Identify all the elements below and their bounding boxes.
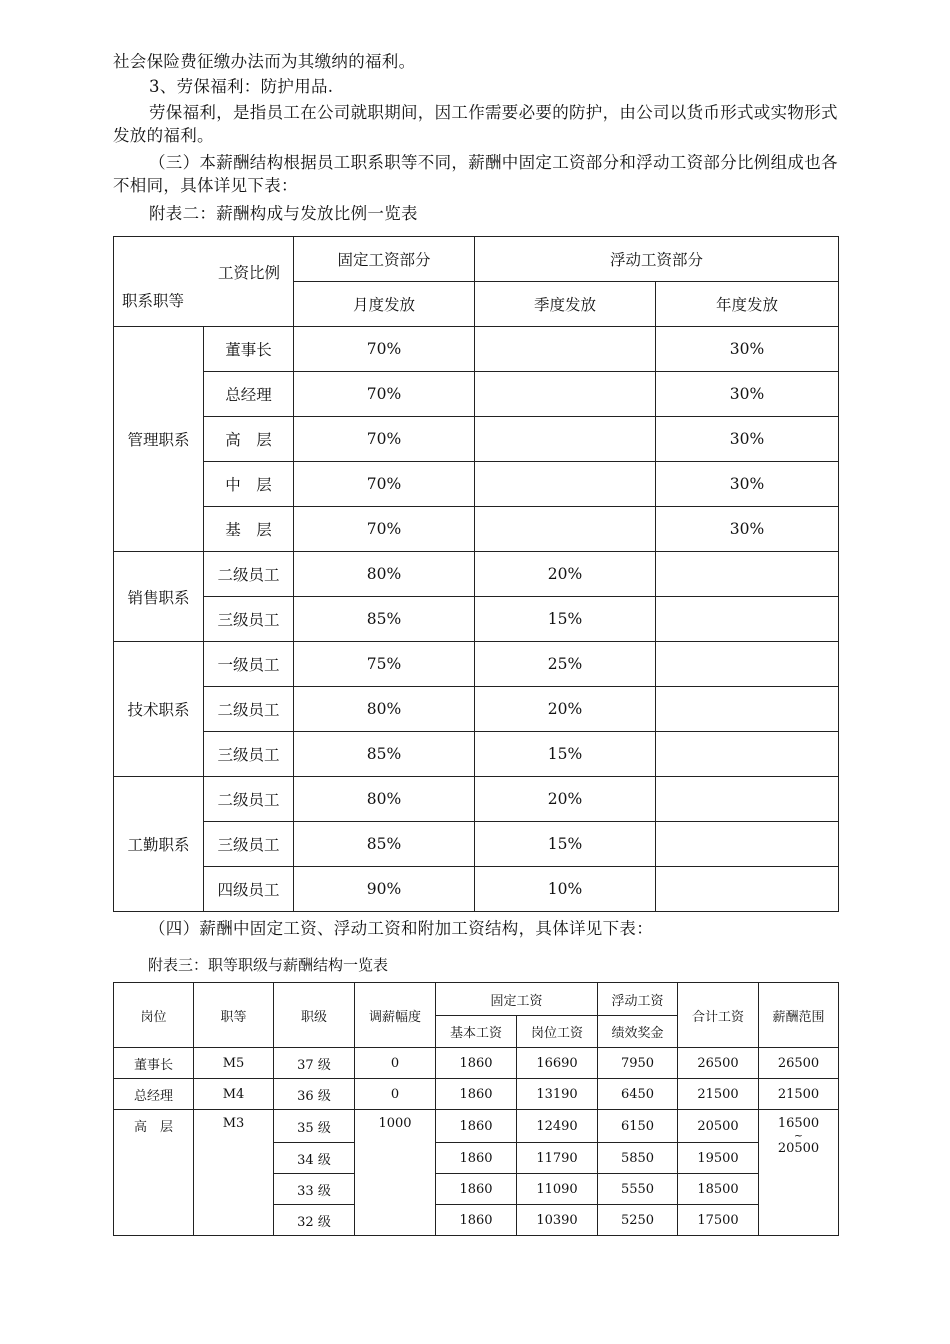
post-cell: 总经理 xyxy=(114,1079,194,1110)
monthly-cell: 70% xyxy=(294,372,475,417)
yearly-cell: 30% xyxy=(656,462,839,507)
group-name: 技术职系 xyxy=(114,642,204,777)
level-cell: 董事长 xyxy=(204,327,294,372)
monthly-cell: 70% xyxy=(294,462,475,507)
quarterly-cell: 15% xyxy=(475,732,656,777)
table-row xyxy=(114,372,839,417)
group-name: 管理职系 xyxy=(114,327,204,552)
header-fixed: 固定工资 xyxy=(436,983,598,1016)
base-cell: 1860 xyxy=(436,1048,517,1079)
range-cell xyxy=(759,1110,839,1236)
quarterly-cell: 20% xyxy=(475,552,656,597)
header-grade: 职等 xyxy=(194,983,274,1048)
base-cell: 1860 xyxy=(436,1079,517,1110)
perf-cell: 6450 xyxy=(598,1079,678,1110)
adjust-cell: 0 xyxy=(355,1079,436,1110)
level-cell: 基 层 xyxy=(204,507,294,552)
yearly-cell xyxy=(656,687,839,732)
table-row xyxy=(114,552,839,597)
yearly-cell: 30% xyxy=(656,417,839,462)
salary-ratio-table xyxy=(113,236,839,912)
total-cell: 18500 xyxy=(678,1174,759,1205)
range-low: 16500 xyxy=(777,1116,820,1131)
perf-cell: 7950 xyxy=(598,1048,678,1079)
monthly-header: 月度发放 xyxy=(294,282,475,327)
monthly-cell: 90% xyxy=(294,867,475,912)
corner-top-label: 工资比例 xyxy=(218,264,281,282)
base-cell: 1860 xyxy=(436,1205,517,1236)
header-adjust: 调薪幅度 xyxy=(355,983,436,1048)
level-cell: 34 级 xyxy=(274,1143,355,1174)
level-cell: 三级员工 xyxy=(204,597,294,642)
header-float: 浮动工资 xyxy=(598,983,678,1016)
yearly-cell: 30% xyxy=(656,327,839,372)
corner-header xyxy=(114,237,294,327)
yearly-cell: 30% xyxy=(656,507,839,552)
table-row xyxy=(114,462,839,507)
base-cell: 1860 xyxy=(436,1143,517,1174)
yearly-header: 年度发放 xyxy=(656,282,839,327)
level-cell: 二级员工 xyxy=(204,777,294,822)
level-cell: 三级员工 xyxy=(204,732,294,777)
fixed-header: 固定工资部分 xyxy=(294,237,475,282)
monthly-cell: 70% xyxy=(294,417,475,462)
total-cell: 17500 xyxy=(678,1205,759,1236)
post-cell: 董事长 xyxy=(114,1048,194,1079)
table-row xyxy=(114,867,839,912)
grade-cell: M5 xyxy=(194,1048,274,1079)
table-row xyxy=(114,327,839,372)
table-row xyxy=(114,1079,839,1110)
paragraph-salary-structure: （三）本薪酬结构根据员工职系职等不同，薪酬中固定工资部分和浮动工资部分比例组成也各不相同，具体详见下表： xyxy=(113,153,838,195)
group-name: 销售职系 xyxy=(114,552,204,642)
level-cell: 37 级 xyxy=(274,1048,355,1079)
position-cell: 10390 xyxy=(517,1205,598,1236)
table-row xyxy=(114,732,839,777)
grade-salary-table xyxy=(113,982,839,1236)
monthly-cell: 80% xyxy=(294,777,475,822)
position-cell: 11090 xyxy=(517,1174,598,1205)
range-sep: ~ xyxy=(793,1129,804,1142)
range-cell: 21500 xyxy=(759,1079,839,1110)
adjust-cell: 1000 xyxy=(355,1110,436,1236)
yearly-cell xyxy=(656,642,839,687)
paragraph-labor-welfare-desc: 劳保福利，是指员工在公司就职期间，因工作需要必要的防护，由公司以货币形式或实物形式发放的福利。 xyxy=(113,103,838,145)
monthly-cell: 70% xyxy=(294,327,475,372)
header-base: 基本工资 xyxy=(436,1016,517,1048)
quarterly-cell: 15% xyxy=(475,822,656,867)
base-cell: 1860 xyxy=(436,1174,517,1205)
table-row xyxy=(114,822,839,867)
level-cell: 二级员工 xyxy=(204,552,294,597)
quarterly-cell xyxy=(475,372,656,417)
post-cell: 高 层 xyxy=(114,1110,194,1236)
quarterly-cell: 25% xyxy=(475,642,656,687)
table-row xyxy=(114,417,839,462)
monthly-cell: 85% xyxy=(294,732,475,777)
level-cell: 二级员工 xyxy=(204,687,294,732)
grade-cell: M3 xyxy=(194,1110,274,1236)
table-row xyxy=(114,1048,839,1079)
monthly-cell: 70% xyxy=(294,507,475,552)
monthly-cell: 85% xyxy=(294,597,475,642)
total-cell: 21500 xyxy=(678,1079,759,1110)
perf-cell: 5250 xyxy=(598,1205,678,1236)
yearly-cell xyxy=(656,552,839,597)
table2-caption: 附表三：职等职级与薪酬结构一览表 xyxy=(148,956,389,974)
quarterly-cell xyxy=(475,462,656,507)
level-cell: 中 层 xyxy=(204,462,294,507)
yearly-cell xyxy=(656,867,839,912)
monthly-cell: 75% xyxy=(294,642,475,687)
level-cell: 36 级 xyxy=(274,1079,355,1110)
level-cell: 一级员工 xyxy=(204,642,294,687)
table1-caption: 附表二：薪酬构成与发放比例一览表 xyxy=(149,204,418,223)
quarterly-cell: 15% xyxy=(475,597,656,642)
yearly-cell xyxy=(656,822,839,867)
grade-cell: M4 xyxy=(194,1079,274,1110)
perf-cell: 6150 xyxy=(598,1110,678,1143)
level-cell: 三级员工 xyxy=(204,822,294,867)
level-cell: 35 级 xyxy=(274,1110,355,1143)
position-cell: 12490 xyxy=(517,1110,598,1143)
yearly-cell xyxy=(656,732,839,777)
yearly-cell xyxy=(656,597,839,642)
corner-bottom-label: 职系职等 xyxy=(122,292,185,310)
level-cell: 33 级 xyxy=(274,1174,355,1205)
position-cell: 11790 xyxy=(517,1143,598,1174)
paragraph-labor-welfare-title: 3、劳保福利：防护用品. xyxy=(149,77,334,96)
level-cell: 32 级 xyxy=(274,1205,355,1236)
group-name: 工勤职系 xyxy=(114,777,204,912)
header-perf: 绩效奖金 xyxy=(598,1016,678,1048)
table-row xyxy=(114,597,839,642)
table-row xyxy=(114,642,839,687)
range-cell: 26500 xyxy=(759,1048,839,1079)
table-row xyxy=(114,687,839,732)
quarterly-header: 季度发放 xyxy=(475,282,656,327)
header-post: 岗位 xyxy=(114,983,194,1048)
total-cell: 19500 xyxy=(678,1143,759,1174)
position-cell: 16690 xyxy=(517,1048,598,1079)
perf-cell: 5550 xyxy=(598,1174,678,1205)
header-level: 职级 xyxy=(274,983,355,1048)
level-cell: 高 层 xyxy=(204,417,294,462)
quarterly-cell xyxy=(475,417,656,462)
monthly-cell: 85% xyxy=(294,822,475,867)
header-range: 薪酬范围 xyxy=(759,983,839,1048)
table-row xyxy=(114,1110,839,1143)
yearly-cell: 30% xyxy=(656,372,839,417)
range-high: 20500 xyxy=(777,1141,820,1156)
quarterly-cell: 20% xyxy=(475,687,656,732)
quarterly-cell: 10% xyxy=(475,867,656,912)
header-total: 合计工资 xyxy=(678,983,759,1048)
quarterly-cell xyxy=(475,507,656,552)
position-cell: 13190 xyxy=(517,1079,598,1110)
total-cell: 20500 xyxy=(678,1110,759,1143)
adjust-cell: 0 xyxy=(355,1048,436,1079)
paragraph-social-insurance: 社会保险费征缴办法而为其缴纳的福利。 xyxy=(113,52,416,71)
monthly-cell: 80% xyxy=(294,687,475,732)
quarterly-cell xyxy=(475,327,656,372)
level-cell: 四级员工 xyxy=(204,867,294,912)
header-position: 岗位工资 xyxy=(517,1016,598,1048)
paragraph-structure-intro: （四）薪酬中固定工资、浮动工资和附加工资结构，具体详见下表： xyxy=(149,919,653,938)
monthly-cell: 80% xyxy=(294,552,475,597)
total-cell: 26500 xyxy=(678,1048,759,1079)
level-cell: 总经理 xyxy=(204,372,294,417)
float-header: 浮动工资部分 xyxy=(475,237,839,282)
quarterly-cell: 20% xyxy=(475,777,656,822)
table-row xyxy=(114,507,839,552)
base-cell: 1860 xyxy=(436,1110,517,1143)
table-row xyxy=(114,777,839,822)
perf-cell: 5850 xyxy=(598,1143,678,1174)
yearly-cell xyxy=(656,777,839,822)
